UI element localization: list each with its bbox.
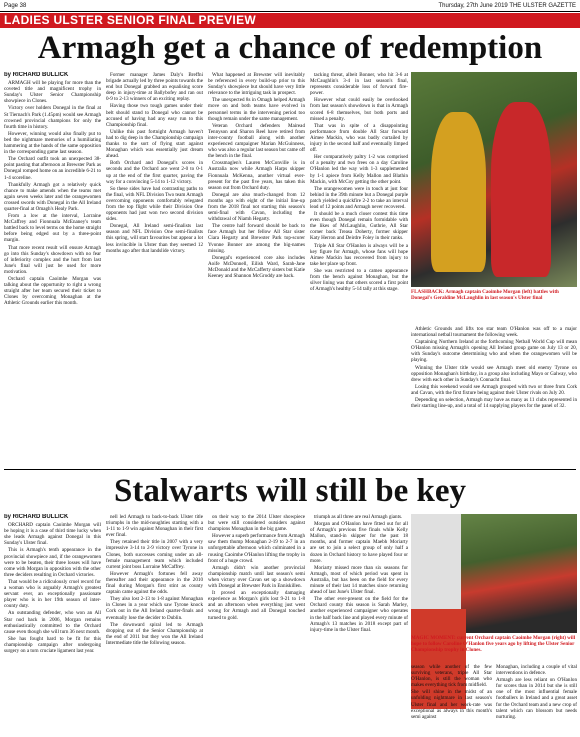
paragraph: That was in spite of a disappointing performance from double All Star forward Aimee Mackin, who was badly curtailed by injury in the second half and eventually limped off. [310,122,408,154]
paragraph: The other ever-present on the field for the Orchard county this season is Sarah Marley, another experienced campaigner who operates in the half back line and played every minute of Armagh's 13 matches in 2018 except part of injury-time in the Ulster final. [310,596,408,633]
paragraph: Crossmaglen's Lauren McConville is in Australia now while Armagh Harps skipper Fionnuala McKenna, another virtual ever-present for the past five years, has taken this season out from Orchard duty. [208,160,305,191]
article1-body [4,72,408,467]
paragraph: Winning the Ulster title would see Armagh meet old enemy Tyrone on opposition Monaghan's birthday, in a group also including Mayo or Galway, who drew with each other in Sunday's Connacht final. [411,364,577,383]
article2-col2 [106,514,203,734]
paragraph: Victory over holders Donegal in the final at St Tiernach's Park (1.45pm) would see Armagh crowned provincial champions for only the fourth time in history. [4,105,101,130]
paragraph: Veteran Orchard defenders Mairead Tennyson and Sharon Reel have retired from inter-county football along with another experienced campaigner Marian McGuinness, who was also a regular last season but came off the bench in the final. [208,122,305,160]
paragraph: This is Armagh's tenth appearance in the provincial showpiece and, if the orangewomen were to be beaten, their three losses will have come with Morgan in opposition with the other three deciders resulting in Orchard victories. [4,547,101,578]
paragraph: Athletic Grounds and lifts too star team O'Hanlon was off to a major international netball tournament the following week. [411,326,577,339]
paragraph: nell led Armagh to back-to-back Ulster title triumphs in the mid-noughties starting with a 1-11 to 1-9 win against Monaghan in their first ever final. [106,514,203,539]
paragraph: The orangewomen were in touch at just four behind in the 39th minute but a Donegal purple patch yielded a quickfire 2-2 to take an interval lead of 12 points and Armagh never recovered. [310,185,408,210]
article1-headline: Armagh get a chance of redemption [37,30,543,66]
paragraph: Unlike this past fortnight Armagh haven't had to dig deep in the Championship campaign thanks to the sort of flying start against Monaghan which was essentially just dream ahead. [106,128,203,160]
paragraph: They also lost 2-13 to 1-8 against Monaghan in Clones in a year which saw Tyrone knock Cork out in the All Ireland quarter-finals and eventually lose the decider to Dublin. [106,596,203,621]
paragraph: Former manager James Daly's Breffni brigade actually led by three points towards the end but Donegal grabbed an equalising score deep in injury-time at Ballybofey and ran out 0-9 to 2-13 winners of an exciting replay. [106,72,203,103]
player-figure [411,514,461,609]
paragraph: The centre half forward should be back to face Armagh but her fellow All Star sister Ciara Hegarty and Brewster Park top-scorer Yvonne Bonner are among the big-names missing. [208,223,305,254]
article2-headline: Stalwarts will still be key [114,473,466,509]
issue-date: Thursday, 27th June 2019 THE ULSTER GAZETTE [438,2,576,9]
section-banner: LADIES ULSTER SENIOR FINAL PREVIEW [0,13,580,28]
article2-col3 [208,514,305,734]
caption-text: FLASHBACK: Armagh captain Caoimhe Morgan (left) battles with Donegal's Geraldine McLaughlin in last season's Ulster final [411,289,559,302]
article1-byline: by RICHARD BULLICK [4,72,69,78]
paragraph: They retained their title in 2007 with a very impressive 3-14 to 2-9 victory over Tyrone in Clones, both successes coming under an all-female management team which included current joint boss Lorraine McCaffrey. [106,539,203,570]
article1-continuation [411,326,577,467]
paragraph: So these sides have had contrasting paths to the final, with NFL Division Two team Armagh overcoming opponents comfortably relegated from the top flight while their Division One opponents had just won two second division sides. [106,185,203,223]
paragraph: Donegal, All Ireland semi-finalists last season and NFL Division One semi-finalists this spring, will start favourites but appear a lot less invincible in Ulster than they seemed 12 months ago after that landslide victory. [106,223,203,254]
paragraph: What happened at Brewster will inevitably be referenced in every build-up prior to this Sunday's showpiece but should have very little relevance to the intriguing task in prospect. [208,72,305,97]
paragraph: season while another of the few surviving veterans, triple All Star O'Hanlon, is still the woman who makes everything tick from midfield. [411,664,492,689]
paragraph: Morgan and O'Hanlon have fitted out for all of Armagh's previous five finals while Kelly Mallon, stand-in skipper for the past 18 months, and former captain Maebh Moriarty are set to join a select group of only half a dozen in Orchard history to have played four or more. [310,521,408,564]
paragraph: Losing this weekend would see Armagh grouped with two or three from Cork and Cavan, with the first fixture being against their Ulster rivals on July 20. [411,383,577,396]
paragraph: The unexpected 8s in Omagh helped Armagh move on and both teams have evolved in personnel terms in the intervening period too though remain under the same management. [208,97,305,122]
paragraph: Armagh are less reliant on O'Hanlon for scores than in 2014 but she is still one of the most influential female footballers in Ireland and a great asset for the Orchard team and a new crop of talent which can blossom but needs nurturing. [496,677,577,720]
paragraph: Depending on selection, Armagh may have as many as 11 clubs represented in their starting line-up, and a total of 14 supplying players for the panel of 32. [411,397,577,410]
paragraph: Both Orchard and Donegal's scores in seconds and the Orchard ace went 2-0 to 0-1 up at the end of the first quarter, paving the way for a convincing 5-14 to 1-12 victory. [106,160,203,185]
paragraph: ARMAGH will be playing for more than the coveted title and magnificent trophy in Sunday's Ulster Senior Championship showpiece in Clones. [4,80,101,105]
paragraph: From a low at the interval, Lorraine McCaffrey and Fionnuala McEnaney's team battled back to level terms on the home straight before being edged out by a three-point margin. [4,213,101,244]
continuation-col-a [411,664,492,720]
paragraph: Donegal's experienced core also includes Aoife McDonnell, Eilish Ward, Sarah-Jane McDonald and the McCafferty sisters but Katie Keeney and Shannon McGroddy are back. [208,254,305,279]
paragraph: Armagh didn't win another provincial championship match until last season's semi when victory over Cavan set up a showdown with Donegal at Brewster Park in Enniskillen. [208,564,305,590]
paragraph: triumph as all three are real Armagh giants. [314,514,403,520]
paragraph: Having those two tough games under their belt should stand to Donegal who cannot be accused of having had any easy run to this Championship final. [106,103,203,128]
player-figure [431,112,486,272]
paragraph: However what could easily be overlooked from last season's showdown is that in Armagh scored 6-8 themselves, but both ports and missed a penalty. [310,97,408,122]
paragraph: She will shine in the midst of an unfolding nightmare in last season's Ulster final and her work-rate was exceptional as always in this month's semi against [411,689,492,720]
paragraph: It proved an exceptionally damaging experience as Morgan's girls lost 9-21 to 1-8 and an afternoon when everything just went wrong for Armagh and all Donegal touched turned to gold. [208,590,305,621]
paragraph: The Orchard outfit took an unexpected 38-point pasting that afternoon at Brewster Park as Donegal romped home on an incredible 6-21 to 1-4 scoreline. [4,156,101,181]
article-divider [4,469,576,470]
paragraph: Donegal are also much-changed from 12 months ago with eight of the initial line-up from the 2018 final not starting this season's semi-final with Cavan, including the withdrawal of Niamh Hegarty. [208,191,305,223]
article2-col1 [4,514,101,734]
article1-col4 [310,72,408,467]
article2-col4 [310,514,408,734]
magic-moment-photo [411,514,577,633]
paragraph: Captaining Northern Ireland at the forthcoming Netball World Cup will mean O'Hanlon missing Armagh's opening All Ireland group game on July 13 or 20, with Sunday's outcome determining who and when the orangewomen will be playing. [411,339,577,364]
article1-col2 [106,72,203,467]
paragraph: However a superb performance from Armagh saw them thump Monaghan 2-19 to 2-7 in an unforgettable afternoon which culminated in a rousing Caoimhe O'Hanlon lifting the trophy in front of a huge crowd. [208,533,305,564]
paragraph: Her comparatively paltry 1-2 was comprised of a penalty and two frees on a day Caroline O'Hanlon led the way with 1-3 supplemented by 1-1 apiece from Kelly Mallon and Blathin Mackin, with McCoy getting the other point. [310,154,408,185]
continuation-col-b [496,664,577,720]
paragraph: Monaghan, including a couple of vital interventions in defence. [496,664,577,677]
caption-text: MAGIC MOMENT: current Orchard captain Caoimhe Morgan (right) will hope to follow Caroline O'Hanlon five years ago by lifting the Ulster Senior Championship trophy in Clones. [411,635,576,654]
paragraph: It should be a much closer contest this time even though Donegal remain formidable with the likes of McLaughlin, Guthrie, All Star corner back Treasa Doherty, former skipper Katy Herron and Deirdre Foley in their ranks. [310,211,408,242]
paragraph: tacking threat, albeit Bonner, who hit 3-6 at McCaughlin's 3-4 in last season's final, represents considerable loss of forward fire-power. [310,72,408,97]
player-figure [491,102,551,277]
paragraph: An outstanding defender, who won an All Star nod back in 2006, Morgan remains enthusiastically committed to the Orchard cause even though she will turn 36 next month. [4,610,101,635]
article1-col1 [4,72,101,467]
article2-byline: by RICHARD BULLICK [4,514,69,520]
paragraph: However, winning would also finally put to bed the nightmare memories of a humiliating hammering at the hands of the same opposition in the corresponding game last season. [4,130,101,156]
flashback-photo [411,72,577,287]
paragraph: Moriarty missed more than six seasons for Armagh, most of which period was spent in Australia, but has been on the field for every minute of their last 14 matches since returning ahead of last June's Ulster final. [310,564,408,596]
paragraph: She was restricted to a cameo appearance from the bench against Monaghan, but the silver lining was that others scored a first point of Armagh's healthy 5-14 tally at this stage. [310,267,408,293]
page-header-bar [0,0,580,12]
paragraph: Thankfully Armagh got a relatively quick chance to make amends when the teams met again seven weeks later and the orangewomen crossed swords with Donegal in the All Ireland quarter-final at Omagh's Healy Park. [4,181,101,212]
paragraph: She has fought hard to be fit for this championship campaign after undergoing surgery on a torn cruciate ligament last year. [4,635,101,654]
paragraph: ORCHARD captain Caoimhe Morgan will be hoping it is a case of third time lucky when she leads Armagh against Donegal in this Sunday's Ulster final. [4,522,101,547]
article1-col3 [208,72,305,467]
paragraph: on their way to the 2014 Ulster showpiece but were still considered outsiders against champions Monaghan in the big game. [208,514,305,533]
photo1-caption [411,289,577,301]
paragraph: The downward spiral led to Armagh dropping out of the Senior Championship at the end of 2011 but they won the All Ireland Intermediate title the following season. [106,621,203,646]
paragraph: However Armagh's fortunes fell away thereafter and their appearance in the 2010 final during Morgan's first stint as county captain came against the odds. [106,570,203,596]
photo2-caption [411,635,577,653]
paragraph: Triple All Star O'Hanlon is always will be a key figure for Armagh, whose fans will hope Aimee Mackin has recovered from injury to take her place up front. [310,242,408,267]
page-number: Page 38 [4,2,27,9]
article2-continuation [411,664,577,734]
paragraph: That more recent result will ensure Armagh go into this Sunday's showdown with no fear of inferiority complex and the hurt from last June's final will just be used for more motivation. [4,244,101,275]
paragraph: Orchard captain Caoimhe Morgan was talking about the opportunity to right a wrong straight after her team secured their ticket to Clones by overcoming Monaghan at the Athletic Grounds earlier this month. [4,276,101,307]
paragraph: That would be a ridiculously cruel record for a woman who is arguably Armagh's greatest servant ever, an exceptionally passionate player who is in her 19th season of inter-county duty. [4,578,101,610]
